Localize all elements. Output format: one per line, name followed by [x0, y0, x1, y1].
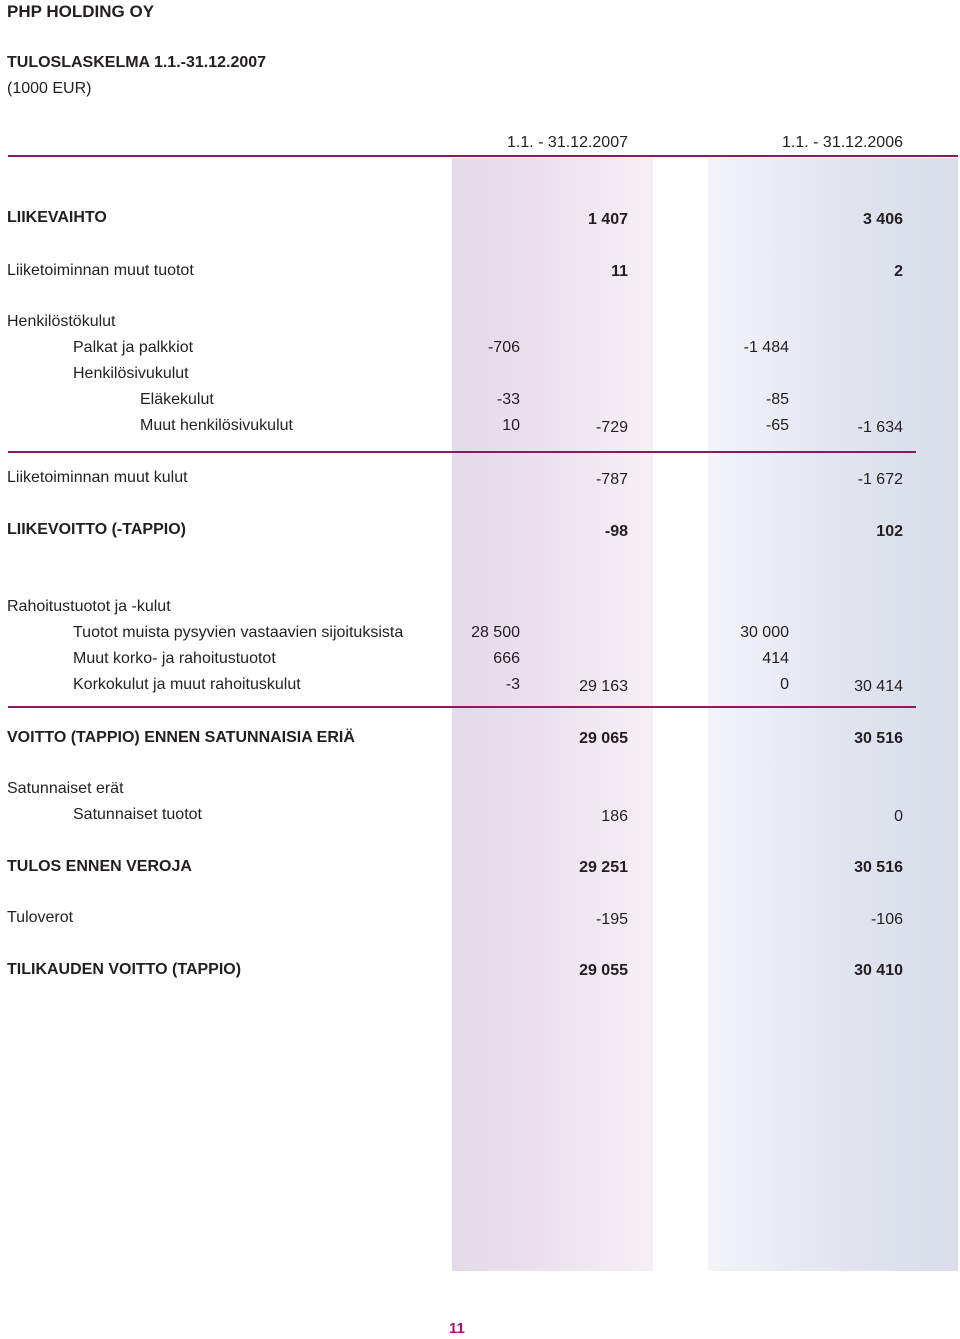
total-2006: 30 516: [854, 730, 903, 747]
row-label: TILIKAUDEN VOITTO (TAPPIO): [7, 961, 242, 978]
subtotal-2007: 666: [493, 650, 520, 667]
column-band-2007: [452, 158, 653, 1271]
total-2006: 30 414: [854, 678, 903, 695]
total-2006: 2: [894, 263, 903, 280]
subtotal-2006: -85: [765, 391, 789, 408]
row-label: LIIKEVOITTO (-TAPPIO): [7, 521, 186, 538]
total-2006: 0: [894, 808, 903, 825]
company-name: PHP HOLDING OY: [7, 2, 155, 21]
subtotal-2007: -706: [487, 339, 520, 356]
total-2007: 29 065: [579, 730, 628, 747]
section-rule-2: [8, 706, 916, 708]
row-label: Eläkekulut: [140, 391, 214, 408]
row-label: Henkilöstökulut: [7, 313, 116, 330]
total-2007: -98: [604, 523, 628, 540]
total-2007: 29 163: [579, 678, 628, 695]
total-2007: 186: [601, 808, 628, 825]
subtotal-2007: -3: [505, 676, 520, 693]
period-header-2006: 1.1. - 31.12.2006: [782, 134, 903, 151]
subtotal-2006: -65: [765, 417, 789, 434]
row-label: Liiketoiminnan muut tuotot: [7, 262, 194, 279]
subtotal-2007: 10: [502, 417, 520, 434]
total-2006: -1 672: [857, 471, 903, 488]
total-2007: 1 407: [587, 211, 628, 228]
row-label: Liiketoiminnan muut kulut: [7, 469, 188, 486]
row-label: LIIKEVAIHTO: [7, 209, 107, 226]
subtotal-2007: 28 500: [471, 624, 520, 641]
total-2006: 3 406: [862, 211, 903, 228]
row-label: Satunnaiset erät: [7, 780, 124, 797]
row-label: Muut korko- ja rahoitustuotot: [73, 650, 276, 667]
total-2006: -1 634: [857, 419, 903, 436]
period-header-2007: 1.1. - 31.12.2007: [507, 134, 628, 151]
total-2007: -729: [595, 419, 628, 436]
subtotal-2006: -1 484: [743, 339, 789, 356]
total-2006: 102: [876, 523, 903, 540]
row-label: Henkilösivukulut: [73, 365, 189, 382]
subtotal-2007: -33: [496, 391, 520, 408]
row-label: Satunnaiset tuotot: [73, 806, 202, 823]
total-2006: 30 516: [854, 859, 903, 876]
subtotal-2006: 0: [780, 676, 789, 693]
total-2007: 29 055: [579, 962, 628, 979]
subtotal-2006: 414: [762, 650, 789, 667]
row-label: Tuotot muista pysyvien vastaavien sijoituksista: [73, 624, 404, 641]
total-2007: 29 251: [579, 859, 628, 876]
total-2006: -106: [870, 911, 903, 928]
total-2007: 11: [611, 263, 628, 280]
total-2007: -195: [595, 911, 628, 928]
row-label: Palkat ja palkkiot: [73, 339, 194, 356]
total-2007: -787: [595, 471, 628, 488]
row-label: Tuloverot: [7, 909, 74, 926]
currency-unit: (1000 EUR): [7, 80, 92, 97]
row-label: Korkokulut ja muut rahoituskulut: [73, 676, 301, 693]
row-label: VOITTO (TAPPIO) ENNEN SATUNNAISIA ERIÄ: [7, 729, 355, 746]
column-band-2006: [708, 158, 958, 1271]
header-rule: [8, 155, 958, 157]
row-label: Muut henkilösivukulut: [140, 417, 293, 434]
page-number: 11: [449, 1320, 465, 1337]
subtotal-2006: 30 000: [740, 624, 789, 641]
section-rule-1: [8, 451, 916, 453]
row-label: TULOS ENNEN VEROJA: [7, 858, 192, 875]
statement-title: TULOSLASKELMA 1.1.-31.12.2007: [7, 54, 267, 71]
row-label: Rahoitustuotot ja -kulut: [7, 598, 171, 615]
total-2006: 30 410: [854, 962, 903, 979]
